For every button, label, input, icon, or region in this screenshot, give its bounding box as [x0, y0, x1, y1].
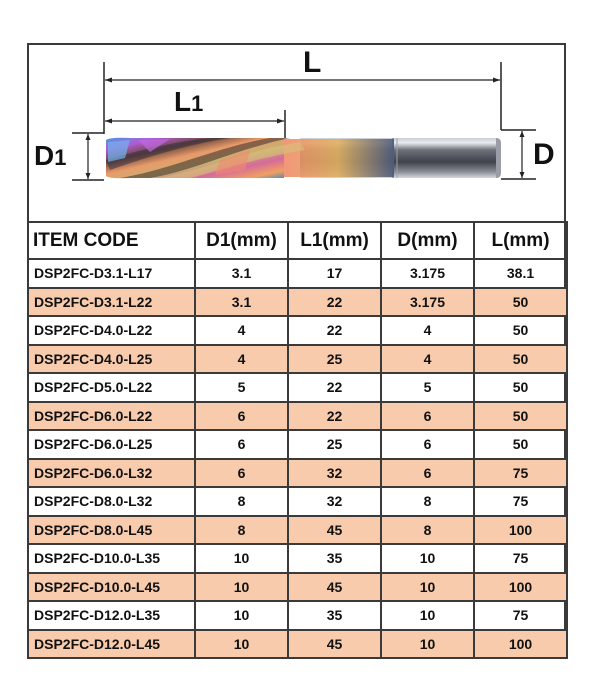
- table-row: [28, 544, 567, 573]
- end-mill-drawing: [0, 0, 600, 221]
- table-row: [28, 430, 567, 459]
- l1-value: 22: [288, 288, 381, 317]
- table-row: [28, 516, 567, 545]
- l1-value: 45: [288, 573, 381, 602]
- d1-value: 10: [195, 630, 288, 659]
- d1-value: 6: [195, 402, 288, 431]
- spec-table: [27, 221, 568, 659]
- l-value: 50: [474, 288, 567, 317]
- d1-value: 6: [195, 459, 288, 488]
- l1-value: 25: [288, 430, 381, 459]
- table-row: [28, 573, 567, 602]
- l-value: 50: [474, 345, 567, 374]
- l-value: 75: [474, 459, 567, 488]
- table-body: [28, 259, 567, 658]
- l-value: 100: [474, 516, 567, 545]
- header-item-code: ITEM CODE: [28, 222, 195, 259]
- l1-value: 45: [288, 516, 381, 545]
- d-value: 4: [381, 316, 474, 345]
- d1-value: 3.1: [195, 259, 288, 288]
- item-code: DSP2FC-D4.0-L22: [28, 316, 195, 345]
- l1-value: 22: [288, 316, 381, 345]
- item-code: DSP2FC-D6.0-L25: [28, 430, 195, 459]
- overall-length-label: L: [303, 46, 322, 79]
- l1-value: 32: [288, 487, 381, 516]
- d1-value: 3.1: [195, 288, 288, 317]
- l-value: 50: [474, 402, 567, 431]
- tool-dimension-diagram: [0, 0, 600, 221]
- shank-diameter-label: D: [533, 138, 555, 171]
- l-value: 75: [474, 487, 567, 516]
- table-row: [28, 259, 567, 288]
- l-value: 75: [474, 544, 567, 573]
- d-value: 4: [381, 345, 474, 374]
- cutting-length-label: [174, 88, 203, 116]
- l-value: 38.1: [474, 259, 567, 288]
- shank: [390, 138, 498, 178]
- spec-table-container: [27, 221, 566, 659]
- l1-value: 25: [288, 345, 381, 374]
- l1-value: 22: [288, 402, 381, 431]
- item-code: DSP2FC-D5.0-L22: [28, 373, 195, 402]
- d1-value: 10: [195, 573, 288, 602]
- l-value: 100: [474, 630, 567, 659]
- l1-value: 17: [288, 259, 381, 288]
- d-value: 6: [381, 459, 474, 488]
- header-l1: L1(mm): [288, 222, 381, 259]
- item-code: DSP2FC-D10.0-L35: [28, 544, 195, 573]
- d1-value: 10: [195, 601, 288, 630]
- item-code: DSP2FC-D6.0-L32: [28, 459, 195, 488]
- d-value: 8: [381, 487, 474, 516]
- l1-value: 35: [288, 544, 381, 573]
- l1-value: 22: [288, 373, 381, 402]
- table-row: [28, 601, 567, 630]
- item-code: DSP2FC-D3.1-L22: [28, 288, 195, 317]
- table-row: [28, 487, 567, 516]
- d-value: 6: [381, 430, 474, 459]
- d1-value: 5: [195, 373, 288, 402]
- table-header-row: [28, 222, 567, 259]
- table-row: [28, 402, 567, 431]
- d1-value: 8: [195, 487, 288, 516]
- d-value: 10: [381, 601, 474, 630]
- d-value: 8: [381, 516, 474, 545]
- header-l: L(mm): [474, 222, 567, 259]
- item-code: DSP2FC-D4.0-L25: [28, 345, 195, 374]
- l-value: 100: [474, 573, 567, 602]
- table-row: [28, 373, 567, 402]
- d-value: 10: [381, 573, 474, 602]
- d-value: 3.175: [381, 288, 474, 317]
- table-row: [28, 630, 567, 659]
- d1-value: 10: [195, 544, 288, 573]
- item-code: DSP2FC-D3.1-L17: [28, 259, 195, 288]
- item-code: DSP2FC-D10.0-L45: [28, 573, 195, 602]
- l1-value: 45: [288, 630, 381, 659]
- item-code: DSP2FC-D12.0-L45: [28, 630, 195, 659]
- d1-value: 8: [195, 516, 288, 545]
- table-row: [28, 316, 567, 345]
- table-row: [28, 345, 567, 374]
- d-value: 3.175: [381, 259, 474, 288]
- d1-value: 4: [195, 345, 288, 374]
- l-value: 50: [474, 430, 567, 459]
- l-value: 75: [474, 601, 567, 630]
- d1-value: 4: [195, 316, 288, 345]
- l1-value: 32: [288, 459, 381, 488]
- d-value: 10: [381, 544, 474, 573]
- item-code: DSP2FC-D8.0-L32: [28, 487, 195, 516]
- item-code: DSP2FC-D6.0-L22: [28, 402, 195, 431]
- d-value: 6: [381, 402, 474, 431]
- item-code: DSP2FC-D8.0-L45: [28, 516, 195, 545]
- l1-value: 35: [288, 601, 381, 630]
- header-d: D(mm): [381, 222, 474, 259]
- item-code: DSP2FC-D12.0-L35: [28, 601, 195, 630]
- d-value: 10: [381, 630, 474, 659]
- header-d1: D1(mm): [195, 222, 288, 259]
- l-value: 50: [474, 316, 567, 345]
- cutting-diameter-label: D1: [34, 140, 67, 171]
- l-value: 50: [474, 373, 567, 402]
- d-value: 5: [381, 373, 474, 402]
- table-row: [28, 459, 567, 488]
- d1-value: 6: [195, 430, 288, 459]
- table-row: [28, 288, 567, 317]
- cutting-length-text: L1: [174, 86, 204, 117]
